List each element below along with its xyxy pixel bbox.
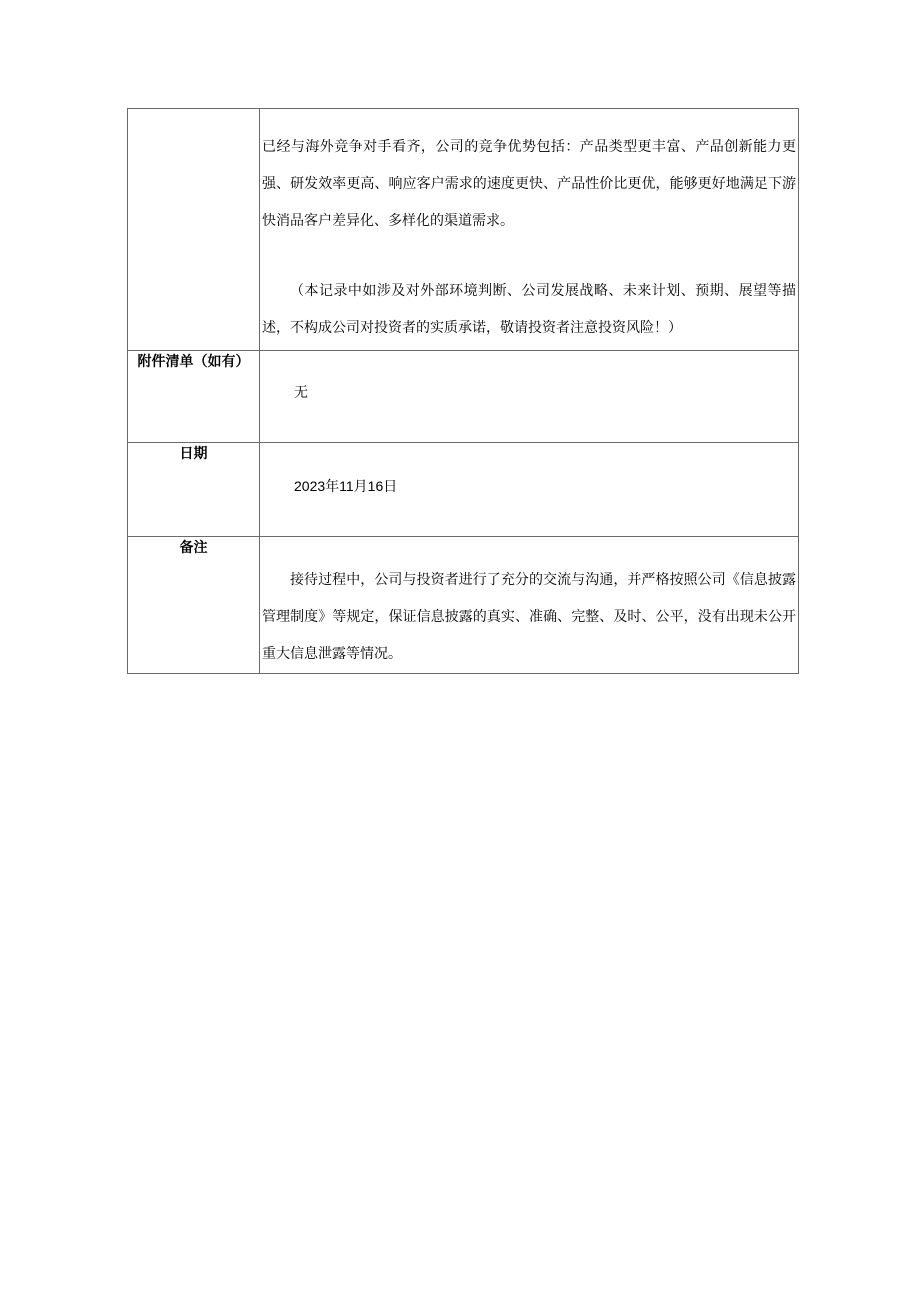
row-label-empty bbox=[128, 109, 260, 351]
attachments-label: 附件清单（如有） bbox=[128, 351, 260, 443]
remarks-paragraph: 接待过程中，公司与投资者进行了充分的交流与沟通，并严格按照公司《信息披露管理制度》等规定，保证信息披露的真实、准确、完整、及时、公平，没有出现未公开重大信息泄露等情况。 bbox=[262, 572, 796, 662]
competitive-advantage-paragraph: 已经与海外竞争对手看齐，公司的竞争优势包括：产品类型更丰富、产品创新能力更强、研发效率更高、响应客户需求的速度更快、产品性价比更优，能够更好地满足下游快消品客户差异化、多样化的渠道需求。 bbox=[262, 139, 796, 229]
date-value: 2023年11月16日 bbox=[294, 478, 398, 494]
date-label: 日期 bbox=[128, 443, 260, 537]
investor-relations-record-table bbox=[127, 108, 799, 674]
remarks-cell bbox=[260, 537, 799, 674]
remarks-label: 备注 bbox=[128, 537, 260, 674]
business-content-cell bbox=[260, 109, 799, 351]
attachments-value: 无 bbox=[294, 385, 308, 401]
table-row-remarks bbox=[128, 537, 799, 674]
disclaimer-paragraph: （本记录中如涉及对外部环境判断、公司发展战略、未来计划、预期、展望等描述，不构成公司对投资者的实质承诺，敬请投资者注意投资风险！） bbox=[262, 283, 796, 336]
attachments-cell bbox=[260, 351, 799, 443]
date-cell bbox=[260, 443, 799, 537]
table-row-business-content bbox=[128, 109, 799, 351]
table-row-attachments bbox=[128, 351, 799, 443]
table-row-date bbox=[128, 443, 799, 537]
